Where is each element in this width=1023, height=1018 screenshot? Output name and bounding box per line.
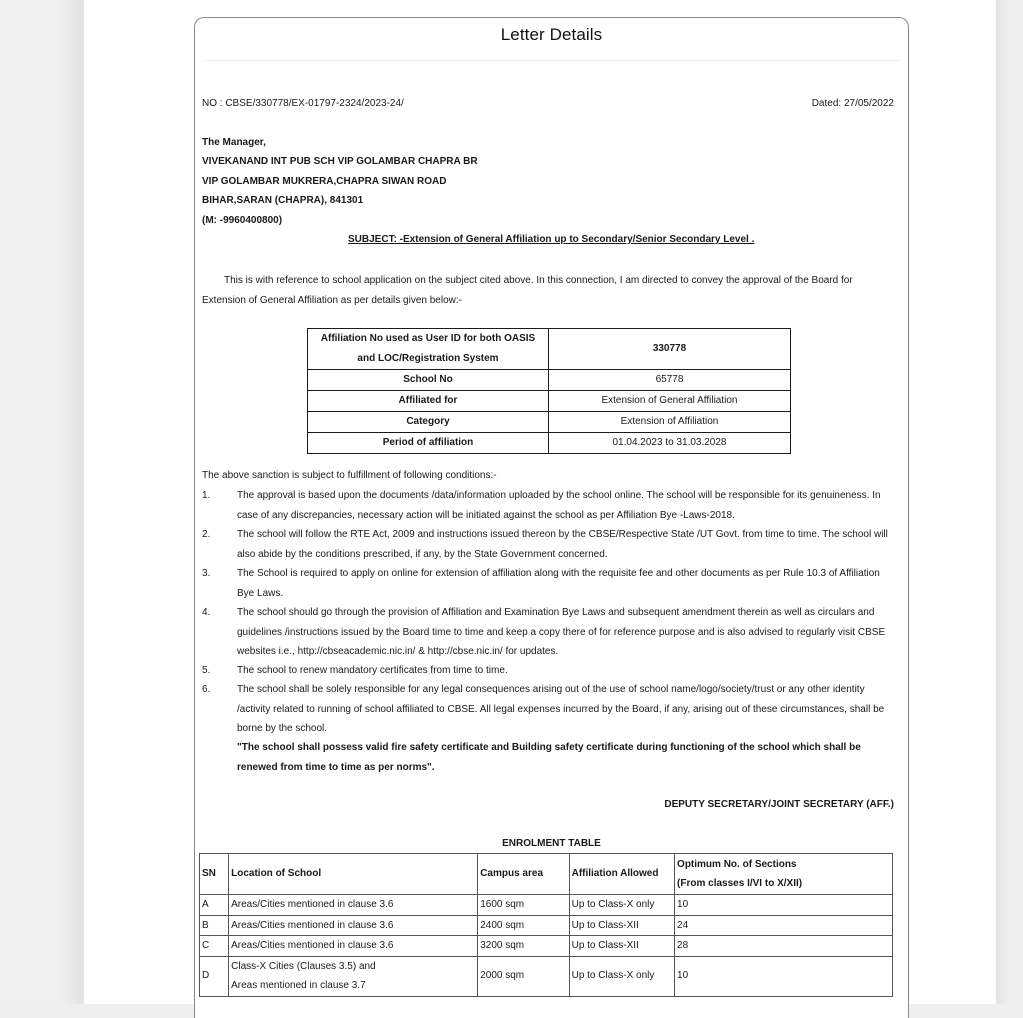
letter-date: Dated: 27/05/2022 bbox=[811, 98, 894, 109]
reference-number: NO : CBSE/330778/EX-01797-2324/2023-24/ bbox=[202, 98, 404, 109]
header-affiliation-allowed: Affiliation Allowed bbox=[569, 854, 674, 895]
detail-value: 330778 bbox=[549, 329, 791, 370]
document-page bbox=[84, 0, 996, 1004]
detail-label: Category bbox=[308, 412, 549, 433]
address-line-street: VIP GOLAMBAR MUKRERA,CHAPRA SIWAN ROAD bbox=[202, 176, 447, 187]
enrolment-table-title: ENROLMENT TABLE bbox=[502, 838, 601, 849]
detail-value: Extension of Affiliation bbox=[549, 412, 791, 433]
table-row bbox=[200, 936, 893, 957]
condition-number: 3. bbox=[202, 568, 211, 579]
condition-item bbox=[202, 525, 892, 565]
viewer-background-right bbox=[996, 0, 1023, 1004]
condition-number: 5. bbox=[202, 665, 211, 676]
table-row bbox=[200, 956, 893, 996]
detail-label: Affiliation No used as User ID for both OASIS and LOC/Registration System bbox=[308, 329, 549, 370]
condition-number: 4. bbox=[202, 607, 211, 618]
cell-affiliation: Up to Class-XII bbox=[569, 915, 674, 936]
cell-sn: D bbox=[200, 956, 229, 996]
condition-text: The school will follow the RTE Act, 2009 and instructions issued thereon by the CBSE/Respective State /UT Govt. from time to time. The school will also abide by the conditions prescribed, if any, by the State Government concerned. bbox=[237, 529, 888, 560]
header-sections-line1: Optimum No. of Sections bbox=[677, 858, 797, 870]
fire-safety-note bbox=[202, 738, 892, 778]
table-row bbox=[308, 370, 791, 391]
table-row bbox=[200, 915, 893, 936]
fire-safety-text: "The school shall possess valid fire safety certificate and Building safety certificate during functioning of the school which shall be renewed from time to time as per norms". bbox=[237, 742, 861, 773]
condition-text: The school to renew mandatory certificates from time to time. bbox=[237, 665, 508, 676]
cell-location: Areas/Cities mentioned in clause 3.6 bbox=[229, 936, 478, 957]
header-sn: SN bbox=[200, 854, 229, 895]
header-campus-area: Campus area bbox=[478, 854, 569, 895]
enrolment-table bbox=[199, 853, 893, 997]
detail-value: 65778 bbox=[549, 370, 791, 391]
detail-value: 01.04.2023 to 31.03.2028 bbox=[549, 433, 791, 454]
detail-value: Extension of General Affiliation bbox=[549, 391, 791, 412]
cell-sn: A bbox=[200, 895, 229, 916]
condition-item bbox=[202, 680, 892, 740]
condition-item bbox=[202, 564, 892, 604]
header-sections bbox=[675, 854, 893, 895]
table-row bbox=[308, 329, 791, 370]
condition-number: 2. bbox=[202, 529, 211, 540]
cell-sn: B bbox=[200, 915, 229, 936]
cell-location-line1: Class-X Cities (Clauses 3.5) and bbox=[231, 960, 376, 972]
detail-label: Affiliated for bbox=[308, 391, 549, 412]
cell-campus: 2000 sqm bbox=[478, 956, 569, 996]
cell-campus: 3200 sqm bbox=[478, 936, 569, 957]
conditions-intro: The above sanction is subject to fulfillment of following conditions:- bbox=[202, 470, 497, 481]
cell-sections: 28 bbox=[675, 936, 893, 957]
condition-text: The School is required to apply on online for extension of affiliation along with the requisite fee and other documents as per Rule 10.3 of Affiliation Bye Laws. bbox=[237, 568, 880, 599]
condition-number: 6. bbox=[202, 684, 211, 695]
letter-subject: SUBJECT: -Extension of General Affiliation up to Secondary/Senior Secondary Level . bbox=[348, 234, 755, 245]
detail-label: School No bbox=[308, 370, 549, 391]
header-location: Location of School bbox=[229, 854, 478, 895]
condition-item bbox=[202, 603, 892, 663]
affiliation-details-table bbox=[307, 328, 791, 454]
header-sections-line2: (From classes I/VI to X/XII) bbox=[677, 878, 803, 889]
address-line-salutation: The Manager, bbox=[202, 137, 266, 148]
cell-campus: 2400 sqm bbox=[478, 915, 569, 936]
address-line-phone: (M: -9960400800) bbox=[202, 215, 283, 226]
letter-details-card bbox=[194, 17, 909, 1018]
condition-item bbox=[202, 661, 892, 681]
table-row bbox=[308, 412, 791, 433]
cell-location: Areas/Cities mentioned in clause 3.6 bbox=[229, 915, 478, 936]
condition-text: The school should go through the provision of Affiliation and Examination Bye Laws and subsequent amendment therein as well as circulars and guidelines /instructions issued by the Board time to time and keep a copy there of for reference purpose and is also advised to regularly visit CBSE websites i.e., http://cbseacademic.nic.in/ & http://cbse.nic.in/ for updates. bbox=[237, 607, 886, 657]
condition-item bbox=[202, 486, 892, 526]
cell-sections: 10 bbox=[675, 956, 893, 996]
detail-label: Period of affiliation bbox=[308, 433, 549, 454]
condition-text: The approval is based upon the documents /data/information uploaded by the school online. The school will be responsible for its genuineness. In case of any discrepancies, necessary action will be initiated against the school as per Affiliation Bye -Laws-2018. bbox=[237, 490, 881, 521]
cell-sections: 10 bbox=[675, 895, 893, 916]
address-line-school: VIVEKANAND INT PUB SCH VIP GOLAMBAR CHAPRA BR bbox=[202, 156, 478, 167]
table-header-row bbox=[200, 854, 893, 895]
card-title: Letter Details bbox=[500, 25, 603, 44]
cell-location: Areas/Cities mentioned in clause 3.6 bbox=[229, 895, 478, 916]
cell-location-line2: Areas mentioned in clause 3.7 bbox=[231, 980, 366, 991]
intro-paragraph: This is with reference to school application on the subject cited above. In this connection, I am directed to convey the approval of the Board for Extension of General Affiliation as per details given below:- bbox=[202, 275, 853, 306]
condition-text: The school shall be solely responsible for any legal consequences arising out of the use of school name/logo/society/trust or any other identity /activity related to running of school affiliated to CBSE. All legal expenses incurred by the Board, if any, arising out of these circumstances, shall be borne by the school. bbox=[237, 684, 885, 734]
viewer-background-left bbox=[0, 0, 84, 1004]
table-row bbox=[200, 895, 893, 916]
cell-sections: 24 bbox=[675, 915, 893, 936]
table-row bbox=[308, 433, 791, 454]
title-divider bbox=[203, 60, 900, 61]
signatory: DEPUTY SECRETARY/JOINT SECRETARY (AFF.) bbox=[664, 799, 894, 810]
cell-affiliation: Up to Class-X only bbox=[569, 895, 674, 916]
cell-sn: C bbox=[200, 936, 229, 957]
cell-affiliation: Up to Class-X only bbox=[569, 956, 674, 996]
cell-location bbox=[229, 956, 478, 996]
cell-campus: 1600 sqm bbox=[478, 895, 569, 916]
cell-affiliation: Up to Class-XII bbox=[569, 936, 674, 957]
condition-number: 1. bbox=[202, 490, 211, 501]
table-row bbox=[308, 391, 791, 412]
address-line-city: BIHAR,SARAN (CHAPRA), 841301 bbox=[202, 195, 364, 206]
